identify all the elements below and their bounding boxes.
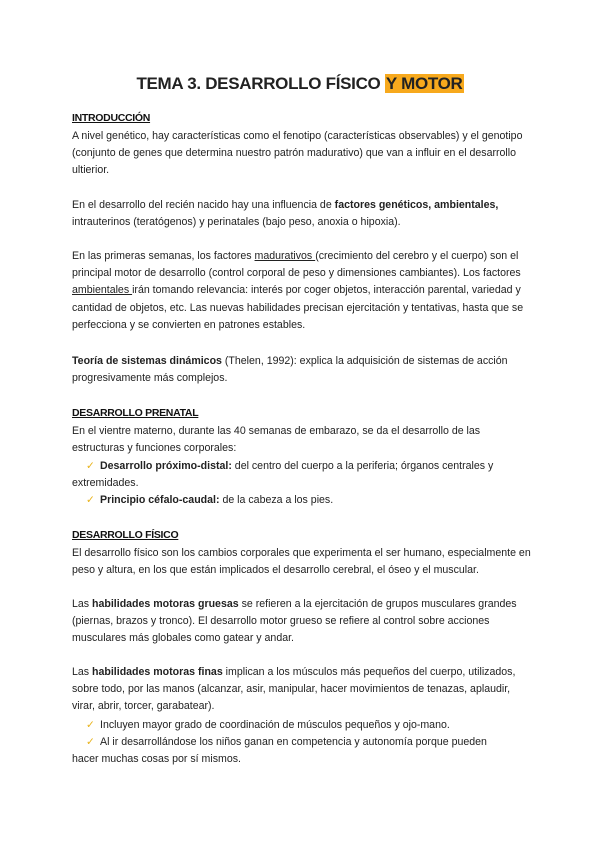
check-icon: ✓ <box>86 494 95 506</box>
text-span: se refieren a la ejercitación de grupos musculares grandes (piernas, brazos y tronco). El desarrollo motor grueso se refiere al control sobre acciones musculares más globales como gatear y andar. <box>72 598 517 645</box>
prenatal-bullet-1-continued: extremidades. <box>72 477 139 489</box>
bold-span: Principio céfalo-caudal: <box>100 494 220 506</box>
check-icon: ✓ <box>86 736 95 748</box>
text-span: implican a los músculos más pequeños del cuerpo, utilizados, sobre todo, por las manos (alcanzar, asir, manipular, hacer movimientos de tenazas, aplaudir, virar, abrir, torcer, garabatear). <box>72 666 516 713</box>
text-span: En las primeras semanas, los factores <box>72 250 255 262</box>
check-icon: ✓ <box>86 460 95 472</box>
bold-span: factores genéticos, ambientales, <box>334 199 499 211</box>
text-span: En el desarrollo del recién nacido hay una influencia de <box>72 199 335 211</box>
title-part-1: TEMA 3. DESARROLLO FÍSICO <box>136 74 385 93</box>
intro-paragraph-4 <box>72 353 532 387</box>
prenatal-bullet-2 <box>72 492 532 509</box>
prenatal-bullet-1 <box>72 458 532 475</box>
text-span: Las <box>72 666 93 678</box>
text-span: irán tomando relevancia: interés por coger objetos, interacción parental, variedad y cantidad de objetos, etc. Las nuevas habilidades precisan ejercitación y tentativas, hasta que se perfecciona y se convierten en patrones estables. <box>72 284 524 331</box>
fisico-bullet-2 <box>72 734 532 751</box>
title-highlight: Y MOTOR <box>385 74 463 93</box>
fisico-paragraph-1: El desarrollo físico son los cambios corporales que experimenta el ser humano, especialmente en peso y altura, en los que están implicados el desarrollo cerebral, el óseo y el muscular. <box>72 547 531 577</box>
check-icon: ✓ <box>86 719 95 731</box>
fisico-bullet-2-continued: hacer muchas cosas por sí mismos. <box>72 753 241 765</box>
text-span: del centro del cuerpo a la periferia; órganos centrales y <box>231 460 494 472</box>
bold-span: Teoría de sistemas dinámicos <box>72 355 222 367</box>
text-span: Al ir desarrollándose los niños ganan en competencia y autonomía porque pueden <box>100 736 487 748</box>
prenatal-paragraph: En el vientre materno, durante las 40 semanas de embarazo, se da el desarrollo de las estructuras y funciones corporales: <box>72 425 481 455</box>
intro-paragraph-2 <box>72 197 532 231</box>
bold-span: Desarrollo próximo-distal: <box>100 460 232 472</box>
fisico-paragraph-3 <box>72 664 532 716</box>
bold-span: habilidades motoras finas <box>92 666 223 678</box>
fisico-heading: DESARROLLO FÍSICO <box>72 529 179 541</box>
prenatal-heading: DESARROLLO PRENATAL <box>72 407 199 419</box>
bold-span: habilidades motoras gruesas <box>92 598 239 610</box>
intro-heading: INTRODUCCIÓN <box>72 112 151 124</box>
page-title <box>0 74 600 94</box>
underlined-span: ambientales <box>72 284 133 297</box>
text-span: Las <box>72 598 93 610</box>
fisico-bullet-1 <box>72 717 532 734</box>
text-span: (Thelen, 1992): explica la adquisición de sistemas de acción progresivamente más complejos. <box>72 355 508 385</box>
text-span: Incluyen mayor grado de coordinación de músculos pequeños y ojo-mano. <box>100 719 450 731</box>
intro-paragraph-3 <box>72 248 532 334</box>
text-span: de la cabeza a los pies. <box>219 494 334 506</box>
fisico-paragraph-2 <box>72 596 532 648</box>
underlined-span: madurativos <box>254 250 316 262</box>
text-span: intrauterinos (teratógenos) y perinatales (bajo peso, anoxia o hipoxia). <box>72 216 401 229</box>
text-span: (crecimiento del cerebro y el cuerpo) son el principal motor de desarrollo (control corporal de peso y dimensiones cambiantes). Los factores <box>72 250 521 280</box>
intro-paragraph-1: A nivel genético, hay características como el fenotipo (características observables) y el genotipo (conjunto de genes que determina nuestro patrón madurativo) que van a influir en el desarrollo ultierior. <box>72 130 523 177</box>
